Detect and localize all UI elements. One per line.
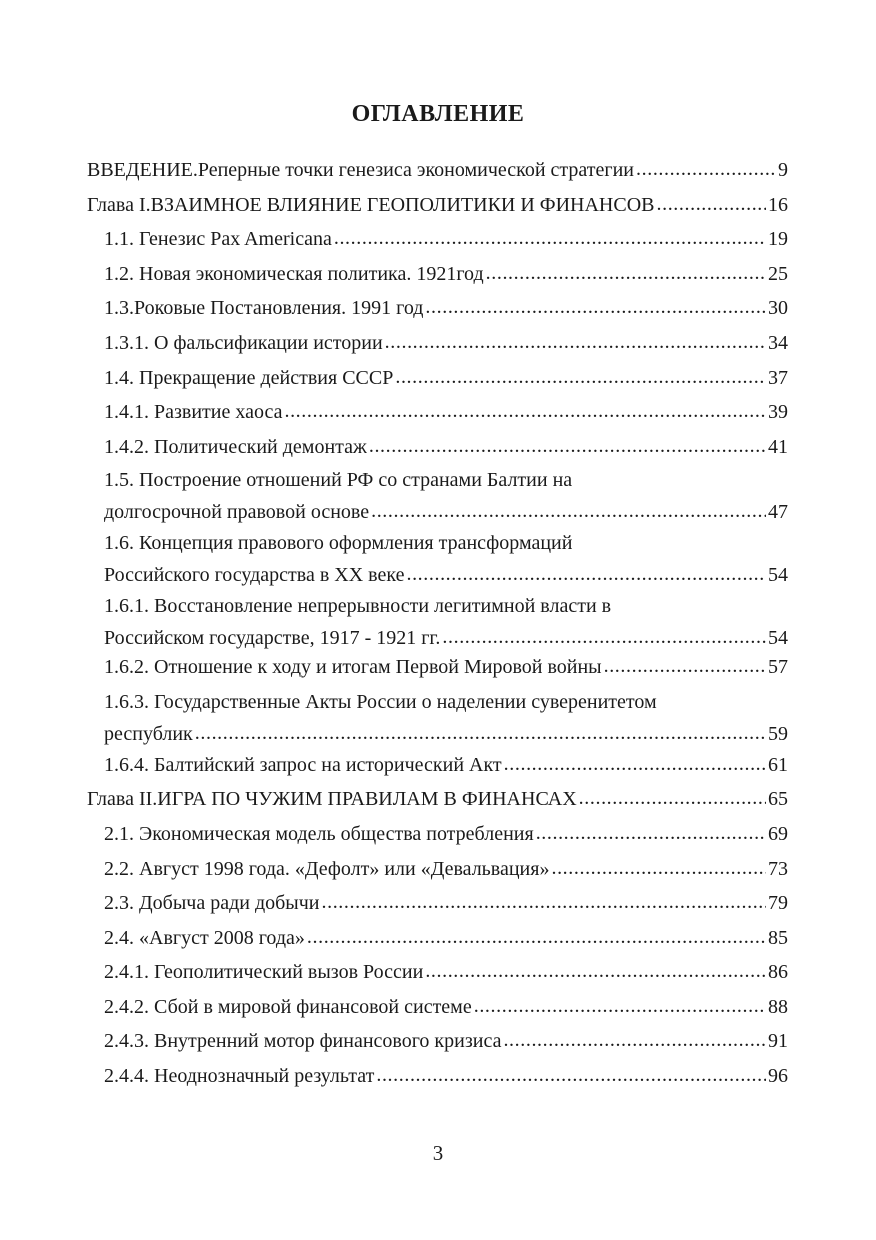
toc-entry-line bbox=[104, 527, 788, 559]
toc-entry-title: 2.3. Добыча ради добычи bbox=[104, 892, 320, 914]
toc-entry-line bbox=[104, 818, 788, 850]
toc-entry bbox=[87, 189, 788, 221]
dot-leader bbox=[322, 886, 767, 918]
toc-entry bbox=[104, 686, 788, 750]
toc-entry-page: 88 bbox=[768, 996, 788, 1018]
toc-entry bbox=[104, 818, 788, 850]
toc-entry-title: 2.2. Август 1998 года. «Дефолт» или «Девальвация» bbox=[104, 858, 550, 880]
toc-entry-page: 41 bbox=[768, 436, 788, 458]
dot-leader bbox=[657, 188, 767, 220]
toc-entry-title: 1.6.4. Балтийский запрос на исторический Акт bbox=[104, 754, 502, 776]
toc-entry-title: 1.6. Концепция правового оформления трансформаций bbox=[104, 532, 573, 554]
toc-entry-page: 37 bbox=[768, 367, 788, 389]
toc-entry-page: 9 bbox=[778, 159, 788, 181]
toc-heading: ОГЛАВЛЕНИЕ bbox=[351, 101, 525, 127]
toc-entry bbox=[104, 527, 788, 591]
toc-entry-title: 1.2. Новая экономическая политика. 1921год bbox=[104, 263, 484, 285]
toc-entry-title: 2.4.2. Сбой в мировой финансовой системе bbox=[104, 996, 472, 1018]
toc-entry-line bbox=[104, 223, 788, 255]
toc-entry-page: 16 bbox=[768, 194, 788, 216]
dot-leader bbox=[474, 990, 766, 1022]
toc-entry-page: 96 bbox=[768, 1065, 788, 1087]
dot-leader bbox=[636, 153, 776, 185]
toc-entry-page: 65 bbox=[768, 788, 788, 810]
toc-entry-page: 19 bbox=[768, 228, 788, 250]
toc-entry-title: 1.6.1. Восстановление непрерывности легитимной власти в bbox=[104, 595, 612, 617]
toc-entry-page: 54 bbox=[768, 564, 788, 586]
toc-entry-line bbox=[104, 686, 788, 718]
dot-leader bbox=[486, 257, 766, 289]
toc-entry-page: 85 bbox=[768, 927, 788, 949]
dot-leader bbox=[371, 495, 766, 527]
dot-leader bbox=[376, 1059, 766, 1091]
toc-entry-title: 1.4.2. Политический демонтаж bbox=[104, 436, 367, 458]
toc-entry bbox=[104, 1025, 788, 1057]
toc-entry-title: Российском государстве, 1917 - 1921 гг. bbox=[104, 627, 441, 649]
dot-leader bbox=[395, 361, 766, 393]
toc-entry-line bbox=[104, 1060, 788, 1092]
toc-entry bbox=[104, 749, 788, 781]
toc-entry-line bbox=[104, 887, 788, 919]
toc-entry bbox=[104, 922, 788, 954]
toc-entry bbox=[104, 887, 788, 919]
toc-entry bbox=[104, 1060, 788, 1092]
toc-entry bbox=[104, 590, 788, 654]
dot-leader bbox=[195, 717, 766, 749]
toc-entry bbox=[87, 783, 788, 815]
toc-entry-title: 2.1. Экономическая модель общества потребления bbox=[104, 823, 534, 845]
toc-entry-line bbox=[104, 853, 788, 885]
toc-entry-line bbox=[87, 783, 788, 815]
toc-entry bbox=[104, 853, 788, 885]
toc-entry-page: 54 bbox=[768, 627, 788, 649]
toc-entry-title: 2.4. «Август 2008 года» bbox=[104, 927, 305, 949]
toc-entry-line bbox=[104, 1025, 788, 1057]
toc-entry-line bbox=[104, 396, 788, 428]
toc-entry bbox=[104, 292, 788, 324]
toc-entry-line bbox=[104, 991, 788, 1023]
toc-entry-title: 1.3.Роковые Постановления. 1991 год bbox=[104, 297, 424, 319]
dot-leader bbox=[406, 558, 766, 590]
toc-entry-title: 2.4.3. Внутренний мотор финансового кризиса bbox=[104, 1030, 502, 1052]
toc-entry-line bbox=[104, 496, 788, 528]
toc-entry bbox=[104, 431, 788, 463]
dot-leader bbox=[284, 395, 766, 427]
toc-entry-page: 69 bbox=[768, 823, 788, 845]
toc-entry-title: Глава I.ВЗАИМНОЕ ВЛИЯНИЕ ГЕОПОЛИТИКИ И ФИНАНСОВ bbox=[87, 194, 655, 216]
toc-entry-line bbox=[104, 258, 788, 290]
toc-entry-line bbox=[104, 559, 788, 591]
toc-entry-title: 1.4.1. Развитие хаоса bbox=[104, 401, 283, 423]
dot-leader bbox=[369, 430, 766, 462]
dot-leader bbox=[307, 921, 766, 953]
toc-entry-title: долгосрочной правовой основе bbox=[104, 501, 370, 523]
toc-entry-title: 1.5. Построение отношений РФ со странами Балтии на bbox=[104, 469, 573, 491]
toc-entry-title: 1.6.3. Государственные Акты России о наделении суверенитетом bbox=[104, 691, 657, 713]
toc-entry bbox=[104, 362, 788, 394]
page-number: 3 bbox=[432, 1141, 444, 1165]
toc-entry-line bbox=[104, 590, 788, 622]
toc-entry-title: республик bbox=[104, 723, 193, 745]
dot-leader bbox=[425, 955, 766, 987]
toc-entry bbox=[104, 956, 788, 988]
toc-entry-line bbox=[104, 464, 788, 496]
toc-entry-page: 86 bbox=[768, 961, 788, 983]
toc-entry bbox=[104, 258, 788, 290]
toc-entry bbox=[104, 464, 788, 528]
toc-entry-line bbox=[104, 718, 788, 750]
toc-entry-line bbox=[104, 362, 788, 394]
toc-entry-page: 91 bbox=[768, 1030, 788, 1052]
toc-entry-title: 1.4. Прекращение действия СССР bbox=[104, 367, 394, 389]
toc-entry-page: 34 bbox=[768, 332, 788, 354]
toc-entry-page: 61 bbox=[768, 754, 788, 776]
toc-entry-line bbox=[104, 327, 788, 359]
toc-entry-page: 59 bbox=[768, 723, 788, 745]
toc-entry-page: 25 bbox=[768, 263, 788, 285]
toc-entry-title: 1.3.1. О фальсификации истории bbox=[104, 332, 383, 354]
toc-entry-title: 2.4.1. Геополитический вызов России bbox=[104, 961, 424, 983]
toc-entry-line bbox=[104, 292, 788, 324]
toc-entry-page: 57 bbox=[768, 656, 788, 678]
toc-entry bbox=[87, 154, 788, 186]
dot-leader bbox=[442, 621, 766, 653]
toc-entry-page: 73 bbox=[768, 858, 788, 880]
toc-entry-title: 1.1. Генезис Pax Americana bbox=[104, 228, 332, 250]
toc-entry-page: 39 bbox=[768, 401, 788, 423]
toc-entry bbox=[104, 991, 788, 1023]
dot-leader bbox=[504, 748, 766, 780]
toc-entry-title: 2.4.4. Неоднозначный результат bbox=[104, 1065, 375, 1087]
toc-entry-title: ВВЕДЕНИЕ.Реперные точки генезиса экономической стратегии bbox=[87, 159, 635, 181]
toc-entry bbox=[104, 396, 788, 428]
toc-entry-page: 30 bbox=[768, 297, 788, 319]
toc-entry-page: 79 bbox=[768, 892, 788, 914]
toc-entry-line bbox=[104, 431, 788, 463]
toc-entry-line bbox=[87, 154, 788, 186]
dot-leader bbox=[334, 222, 766, 254]
toc-entry bbox=[104, 327, 788, 359]
toc-entry bbox=[104, 651, 788, 683]
dot-leader bbox=[503, 1024, 766, 1056]
dot-leader bbox=[579, 782, 766, 814]
toc-entry-title: Глава II.ИГРА ПО ЧУЖИМ ПРАВИЛАМ В ФИНАНСАХ bbox=[87, 788, 577, 810]
toc-entry-title: Российского государства в XX веке bbox=[104, 564, 405, 586]
toc-entry-title: 1.6.2. Отношение к ходу и итогам Первой Мировой войны bbox=[104, 656, 602, 678]
dot-leader bbox=[536, 817, 766, 849]
dot-leader bbox=[385, 326, 766, 358]
toc-entry-line bbox=[104, 956, 788, 988]
toc-entry bbox=[104, 223, 788, 255]
dot-leader bbox=[604, 650, 766, 682]
toc-entry-page: 47 bbox=[768, 501, 788, 523]
toc-entry-line bbox=[104, 922, 788, 954]
dot-leader bbox=[425, 291, 766, 323]
toc-entry-line bbox=[104, 651, 788, 683]
toc-entry-line bbox=[87, 189, 788, 221]
toc-entry-line bbox=[104, 749, 788, 781]
dot-leader bbox=[551, 852, 766, 884]
